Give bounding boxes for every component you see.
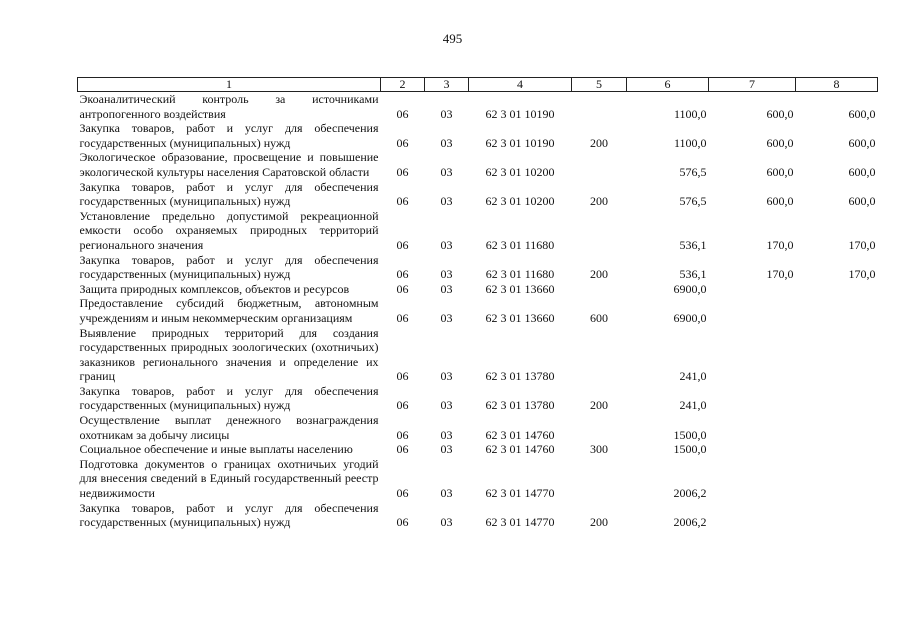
budget-table bbox=[77, 77, 878, 530]
subsection-code: 03 bbox=[440, 164, 453, 179]
row-description: Установление предельно допустимой рекреационной емкости особо охраняемых природных территорий регионального значения bbox=[79, 208, 379, 252]
section-code: 06 bbox=[396, 267, 409, 282]
amount-col-8 bbox=[796, 282, 878, 297]
amount-col-8 bbox=[796, 413, 878, 442]
target-article-code: 62 3 01 10190 bbox=[485, 106, 555, 121]
column-header: 6 bbox=[627, 78, 709, 92]
amount-col-8: 170,0 bbox=[848, 267, 876, 282]
table-row bbox=[78, 180, 878, 209]
amount-col-6: 576,5 bbox=[679, 194, 707, 209]
table-row bbox=[78, 92, 878, 122]
expense-type-code bbox=[572, 209, 627, 253]
target-article-code: 62 3 01 10200 bbox=[485, 164, 555, 179]
expense-type-code: 300 bbox=[590, 442, 608, 457]
amount-col-8 bbox=[796, 296, 878, 325]
amount-col-8: 600,0 bbox=[848, 135, 876, 150]
expense-type-code bbox=[572, 92, 627, 122]
table-header-row bbox=[78, 78, 878, 92]
amount-col-6: 1100,0 bbox=[673, 106, 707, 121]
amount-col-7 bbox=[709, 442, 796, 457]
amount-col-7: 170,0 bbox=[766, 267, 794, 282]
row-description: Закупка товаров, работ и услуг для обеспечения государственных (муниципальных) нужд bbox=[79, 383, 379, 413]
table-row bbox=[78, 442, 878, 457]
amount-col-7: 170,0 bbox=[766, 237, 794, 252]
table-row bbox=[78, 413, 878, 442]
amount-col-8 bbox=[796, 442, 878, 457]
section-code: 06 bbox=[396, 281, 409, 296]
target-article-code: 62 3 01 14770 bbox=[485, 515, 555, 530]
amount-col-6: 536,1 bbox=[679, 237, 707, 252]
row-description: Закупка товаров, работ и услуг для обеспечения государственных (муниципальных) нужд bbox=[79, 252, 379, 282]
subsection-code: 03 bbox=[440, 281, 453, 296]
column-header: 3 bbox=[425, 78, 469, 92]
row-description: Предоставление субсидий бюджетным, автономным учреждениям и иным некоммерческим организациям bbox=[79, 296, 379, 325]
amount-col-8 bbox=[796, 501, 878, 530]
section-code: 06 bbox=[396, 398, 409, 413]
subsection-code: 03 bbox=[440, 267, 453, 282]
target-article-code: 62 3 01 14760 bbox=[485, 442, 555, 457]
section-code: 06 bbox=[396, 442, 409, 457]
target-article-code: 62 3 01 10190 bbox=[485, 135, 555, 150]
target-article-code: 62 3 01 14770 bbox=[485, 486, 555, 501]
amount-col-7: 600,0 bbox=[766, 106, 794, 121]
amount-col-6: 1500,0 bbox=[673, 442, 707, 457]
amount-col-8: 600,0 bbox=[848, 194, 876, 209]
table-row bbox=[78, 384, 878, 413]
table-row bbox=[78, 501, 878, 530]
table-row bbox=[78, 282, 878, 297]
expense-type-code: 200 bbox=[590, 135, 608, 150]
amount-col-8 bbox=[796, 326, 878, 384]
section-code: 06 bbox=[396, 369, 409, 384]
subsection-code: 03 bbox=[440, 369, 453, 384]
table-row bbox=[78, 150, 878, 179]
row-description: Экологическое образование, просвещение и повышение экологической культуры населения Саратовской области bbox=[79, 150, 379, 179]
target-article-code: 62 3 01 14760 bbox=[485, 427, 555, 442]
expense-type-code bbox=[572, 282, 627, 297]
expense-type-code: 600 bbox=[590, 310, 608, 325]
section-code: 06 bbox=[396, 515, 409, 530]
table-row bbox=[78, 296, 878, 325]
amount-col-7 bbox=[709, 326, 796, 384]
amount-col-8 bbox=[796, 384, 878, 413]
target-article-code: 62 3 01 13660 bbox=[485, 310, 555, 325]
subsection-code: 03 bbox=[440, 427, 453, 442]
amount-col-6: 576,5 bbox=[679, 164, 707, 179]
amount-col-8: 600,0 bbox=[848, 164, 876, 179]
row-description: Экоаналитический контроль за источниками антропогенного воздействия bbox=[79, 92, 379, 121]
amount-col-7: 600,0 bbox=[766, 164, 794, 179]
amount-col-7: 600,0 bbox=[766, 194, 794, 209]
row-description: Закупка товаров, работ и услуг для обеспечения государственных (муниципальных) нужд bbox=[79, 121, 379, 150]
row-description: Социальное обеспечение и иные выплаты населению bbox=[79, 442, 353, 457]
amount-col-6: 241,0 bbox=[679, 398, 707, 413]
expense-type-code: 200 bbox=[590, 194, 608, 209]
section-code: 06 bbox=[396, 427, 409, 442]
section-code: 06 bbox=[396, 486, 409, 501]
row-description: Выявление природных территорий для создания государственных природных зоологических (охотничьих) заказников регионального значения и определение их границ bbox=[79, 325, 379, 384]
table-row bbox=[78, 253, 878, 282]
section-code: 06 bbox=[396, 310, 409, 325]
column-header: 8 bbox=[796, 78, 878, 92]
amount-col-7 bbox=[709, 457, 796, 501]
expense-type-code bbox=[572, 326, 627, 384]
subsection-code: 03 bbox=[440, 515, 453, 530]
amount-col-6: 1100,0 bbox=[673, 135, 707, 150]
table-row bbox=[78, 457, 878, 501]
subsection-code: 03 bbox=[440, 486, 453, 501]
row-description: Подготовка документов о границах охотничьих угодий для внесения сведений в Единый государственный реестр недвижимости bbox=[79, 456, 379, 501]
subsection-code: 03 bbox=[440, 194, 453, 209]
target-article-code: 62 3 01 13780 bbox=[485, 369, 555, 384]
amount-col-6: 536,1 bbox=[679, 267, 707, 282]
section-code: 06 bbox=[396, 135, 409, 150]
amount-col-8 bbox=[796, 457, 878, 501]
row-description: Закупка товаров, работ и услуг для обеспечения государственных (муниципальных) нужд bbox=[79, 500, 379, 530]
column-header: 1 bbox=[78, 78, 381, 92]
section-code: 06 bbox=[396, 164, 409, 179]
amount-col-6: 6900,0 bbox=[673, 310, 707, 325]
row-description: Защита природных комплексов, объектов и ресурсов bbox=[79, 281, 350, 296]
section-code: 06 bbox=[396, 106, 409, 121]
amount-col-6: 1500,0 bbox=[673, 427, 707, 442]
subsection-code: 03 bbox=[440, 398, 453, 413]
amount-col-7 bbox=[709, 384, 796, 413]
subsection-code: 03 bbox=[440, 237, 453, 252]
expense-type-code: 200 bbox=[590, 515, 608, 530]
expense-type-code: 200 bbox=[590, 398, 608, 413]
table-row bbox=[78, 121, 878, 150]
target-article-code: 62 3 01 13780 bbox=[485, 398, 555, 413]
page-number: 495 bbox=[442, 31, 463, 46]
amount-col-7 bbox=[709, 413, 796, 442]
amount-col-7 bbox=[709, 501, 796, 530]
target-article-code: 62 3 01 10200 bbox=[485, 194, 555, 209]
column-header: 2 bbox=[381, 78, 425, 92]
amount-col-6: 2006,2 bbox=[673, 486, 707, 501]
amount-col-6: 6900,0 bbox=[673, 281, 707, 296]
amount-col-8: 170,0 bbox=[848, 237, 876, 252]
table-row bbox=[78, 326, 878, 384]
subsection-code: 03 bbox=[440, 442, 453, 457]
amount-col-6: 2006,2 bbox=[673, 515, 707, 530]
amount-col-7 bbox=[709, 282, 796, 297]
subsection-code: 03 bbox=[440, 106, 453, 121]
column-header: 5 bbox=[572, 78, 627, 92]
amount-col-7: 600,0 bbox=[766, 135, 794, 150]
column-header: 4 bbox=[469, 78, 572, 92]
expense-type-code: 200 bbox=[590, 267, 608, 282]
subsection-code: 03 bbox=[440, 310, 453, 325]
expense-type-code bbox=[572, 150, 627, 179]
row-description: Закупка товаров, работ и услуг для обеспечения государственных (муниципальных) нужд bbox=[79, 179, 379, 209]
row-description: Осуществление выплат денежного вознаграждения охотникам за добычу лисицы bbox=[79, 413, 379, 442]
expense-type-code bbox=[572, 413, 627, 442]
expense-type-code bbox=[572, 457, 627, 501]
amount-col-7 bbox=[709, 296, 796, 325]
target-article-code: 62 3 01 11680 bbox=[485, 267, 555, 282]
target-article-code: 62 3 01 11680 bbox=[485, 237, 555, 252]
column-header: 7 bbox=[709, 78, 796, 92]
table-row bbox=[78, 209, 878, 253]
amount-col-6: 241,0 bbox=[679, 369, 707, 384]
target-article-code: 62 3 01 13660 bbox=[485, 281, 555, 296]
subsection-code: 03 bbox=[440, 135, 453, 150]
amount-col-8: 600,0 bbox=[848, 106, 876, 121]
section-code: 06 bbox=[396, 237, 409, 252]
section-code: 06 bbox=[396, 194, 409, 209]
